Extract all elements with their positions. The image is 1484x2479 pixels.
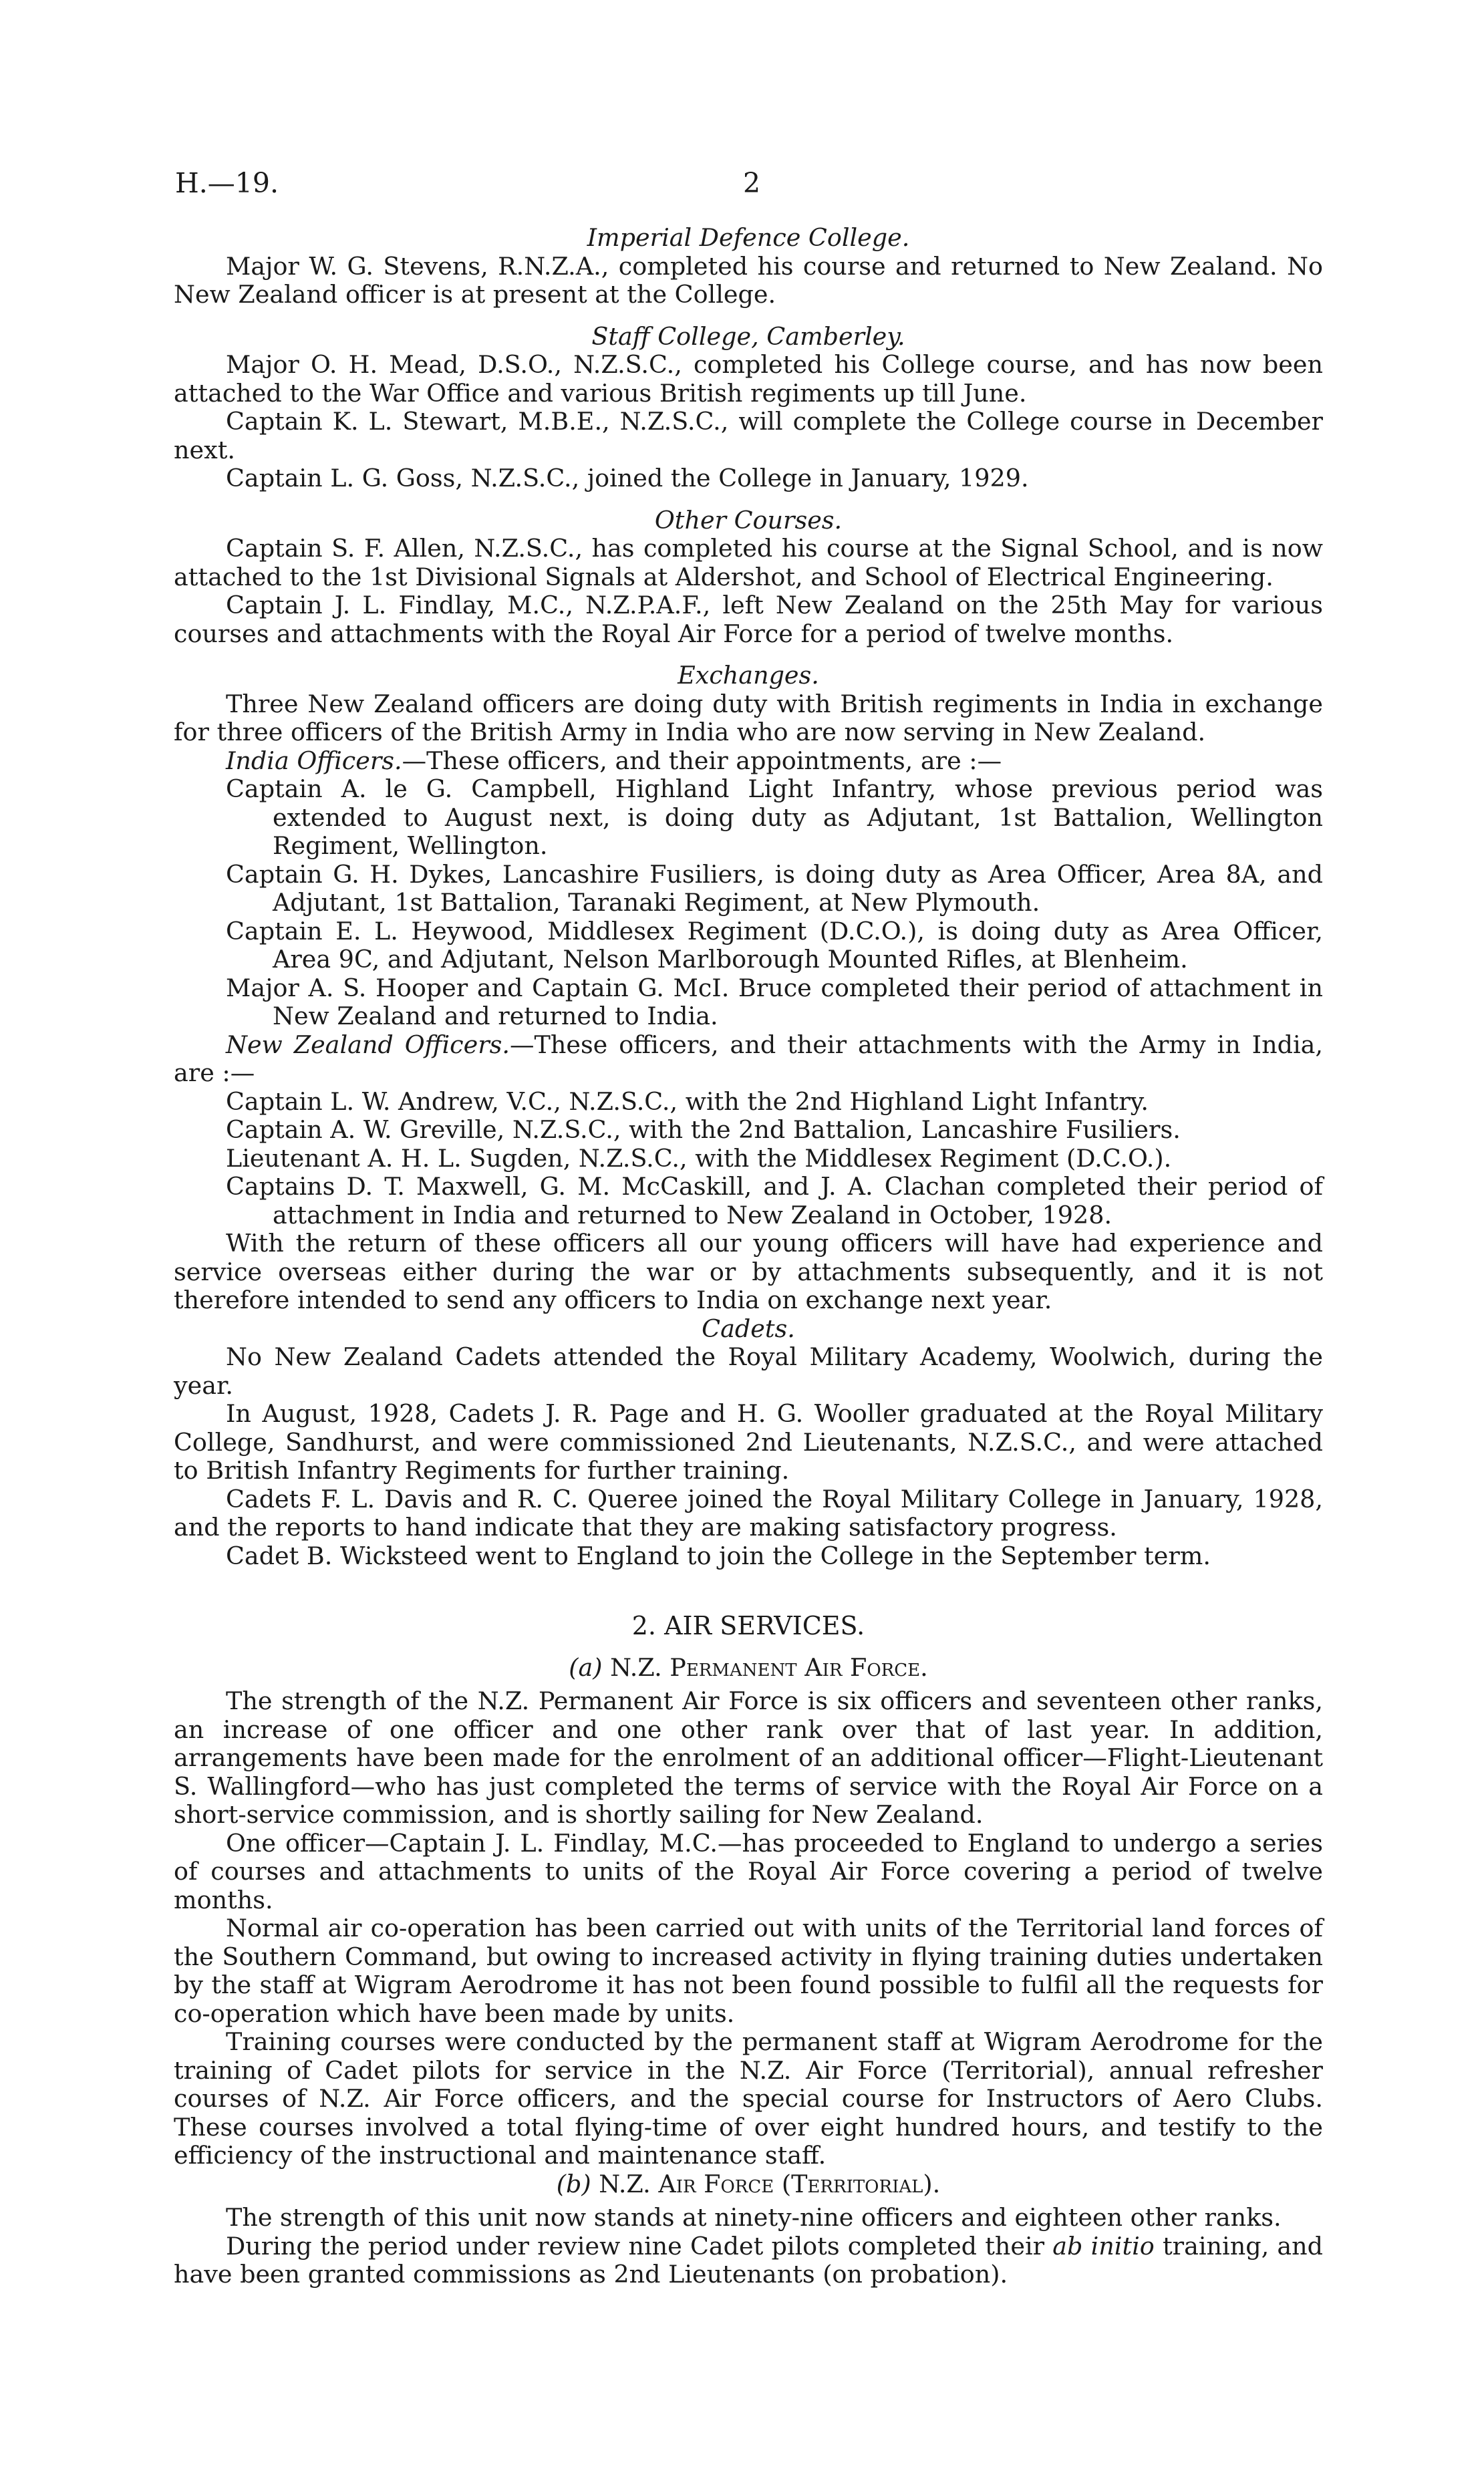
nz-officers-intro [174,1031,1323,1088]
section-heading-idc: Imperial Defence College. [587,223,910,252]
subheading-title: N.Z. Permanent Air Force. [610,1652,928,1682]
paragraph: Major O. H. Mead, D.S.O., N.Z.S.C., completed his College course, and has now been attached to the War Office and various British regiments up till June. [174,350,1323,408]
section-heading-other-courses: Other Courses. [654,505,843,535]
document-code: H.—19. [175,167,279,199]
paragraph: In August, 1928, Cadets J. R. Page and H. G. Wooller graduated at the Royal Military College, Sandhurst, and were commissioned 2nd Lieutenants, N.Z.S.C., and were attached to British Infantry Regiments for further training. [174,1399,1323,1485]
paragraph-text: During the period under review nine Cadet pilots completed their [226,2231,1053,2261]
main-heading-air-services: 2. AIR SERVICES. [631,1611,865,1640]
paragraph: Cadets F. L. Davis and R. C. Queree joined the Royal Military College in January, 1928, and the reports to hand indicate that they are making satisfactory progress. [174,1484,1323,1542]
list-item: Captain L. W. Andrew, V.C., N.Z.S.C., with the 2nd Highland Light Infantry. [226,1086,1149,1116]
paragraph: Major W. G. Stevens, R.N.Z.A., completed his course and returned to New Zealand. No New Zealand officer is at present at the College. [174,251,1323,309]
paragraph: The strength of this unit now stands at ninety-nine officers and eighteen other ranks. [226,2203,1282,2232]
list-item: Captains D. T. Maxwell, G. M. McCaskill, and J. A. Clachan completed their period of attachment in India and returned to New Zealand in October, 1928. [226,1172,1323,1229]
paragraph: Normal air co-operation has been carried out with units of the Territorial land forces of the Southern Command, but owing to increased activity in flying training duties undertaken by the staff at Wigram Aerodrome it has not been found possible to fulfil all the requests for co-operation which have been made by units. [174,1914,1323,2028]
paragraph: No New Zealand Cadets attended the Royal Military Academy, Woolwich, during the year. [174,1342,1323,1400]
paragraph-text: training, and have been granted commissions as 2nd Lieutenants (on probation). [174,2231,1323,2289]
paragraph: Captain J. L. Findlay, M.C., N.Z.P.A.F., left New Zealand on the 25th May for various courses and attachments with the Royal Air Force for a period of twelve months. [174,591,1323,648]
list-item: Lieutenant A. H. L. Sugden, N.Z.S.C., with the Middlesex Regiment (D.C.O.). [226,1143,1172,1173]
subheading-title: N.Z. Air Force (Territorial). [599,2169,941,2198]
paragraph: Captain L. G. Goss, N.Z.S.C., joined the College in January, 1929. [226,464,1029,492]
section-heading-cadets: Cadets. [702,1314,795,1343]
nz-officers-intro-text: —These officers, and their attachments with the Army in India, are :— [174,1030,1324,1087]
paragraph: The strength of the N.Z. Permanent Air Force is six officers and seventeen other ranks, an increase of one officer and one other rank over that of last year. In addition, arrangements have been made for the enrolment of an additional officer—Flight-Lieutenant S. Wallingford—who has just completed the terms of service with the Royal Air Force on a short-service commission, and is shortly sailing for New Zealand. [174,1687,1323,1829]
page-header [175,167,1324,207]
subheading-territorial-air-force [174,2170,1323,2199]
page-number: 2 [743,167,761,199]
subheading-prefix: (b) [556,2169,591,2198]
paragraph: One officer—Captain J. L. Findlay, M.C.—has proceeded to England to undergo a series of courses and attachments to units of the Royal Air Force covering a period of twelve months. [174,1828,1323,1914]
list-item: Major A. S. Hooper and Captain G. McI. Bruce completed their period of attachment in New Zealand and returned to India. [226,973,1323,1030]
india-officers-intro [174,747,1323,776]
paragraph: Captain S. F. Allen, N.Z.S.C., has completed his course at the Signal School, and is now attached to the 1st Divisional Signals at Aldershot, and School of Electrical Engineering. [174,534,1323,591]
nz-officers-label: New Zealand Officers. [226,1030,510,1059]
paragraph [174,2232,1323,2289]
list-item: Captain E. L. Heywood, Middlesex Regiment (D.C.O.), is doing duty as Area Officer, Area 9C, and Adjutant, Nelson Marlborough Mounted Rifles, at Blenheim. [226,916,1323,974]
subheading-prefix: (a) [569,1652,603,1682]
paragraph: Three New Zealand officers are doing duty with British regiments in India in exchange for three officers of the British Army in India who are now serving in New Zealand. [174,689,1323,746]
paragraph: With the return of these officers all our young officers will have had experience and service overseas either during the war or by attachments subsequently, and it is not therefore intended to send any officers to India on exchange next year. [174,1229,1323,1314]
section-heading-exchanges: Exchanges. [678,661,819,690]
section-heading-staff-college: Staff College, Camberley. [591,321,905,351]
subheading-permanent-air-force [174,1654,1323,1683]
paragraph: Captain K. L. Stewart, M.B.E., N.Z.S.C., will complete the College course in December next. [174,407,1323,464]
list-item: Captain G. H. Dykes, Lancashire Fusiliers, is doing duty as Area Officer, Area 8A, and Adjutant, 1st Battalion, Taranaki Regiment, at New Plymouth. [226,859,1323,917]
india-officers-intro-text: —These officers, and their appointments, are :— [402,746,1002,775]
india-officers-label: India Officers. [226,746,402,775]
paragraph: Training courses were conducted by the permanent staff at Wigram Aerodrome for the training of Cadet pilots for service in the N.Z. Air Force (Territorial), annual refresher courses of N.Z. Air Force officers, and the special course for Instructors of Aero Clubs. These courses involved a total flying-time of over eight hundred hours, and testify to the efficiency of the instructional and maintenance staff. [174,2027,1323,2170]
list-item: Captain A. W. Greville, N.Z.S.C., with the 2nd Battalion, Lancashire Fusiliers. [226,1115,1181,1144]
list-item: Captain A. le G. Campbell, Highland Light Infantry, whose previous period was extended to August next, is doing duty as Adjutant, 1st Battalion, Wellington Regiment, Wellington. [226,774,1323,860]
paragraph: Cadet B. Wicksteed went to England to join the College in the September term. [226,1541,1211,1570]
paragraph-italic: ab initio [1052,2231,1155,2261]
page-body [174,224,1323,2289]
